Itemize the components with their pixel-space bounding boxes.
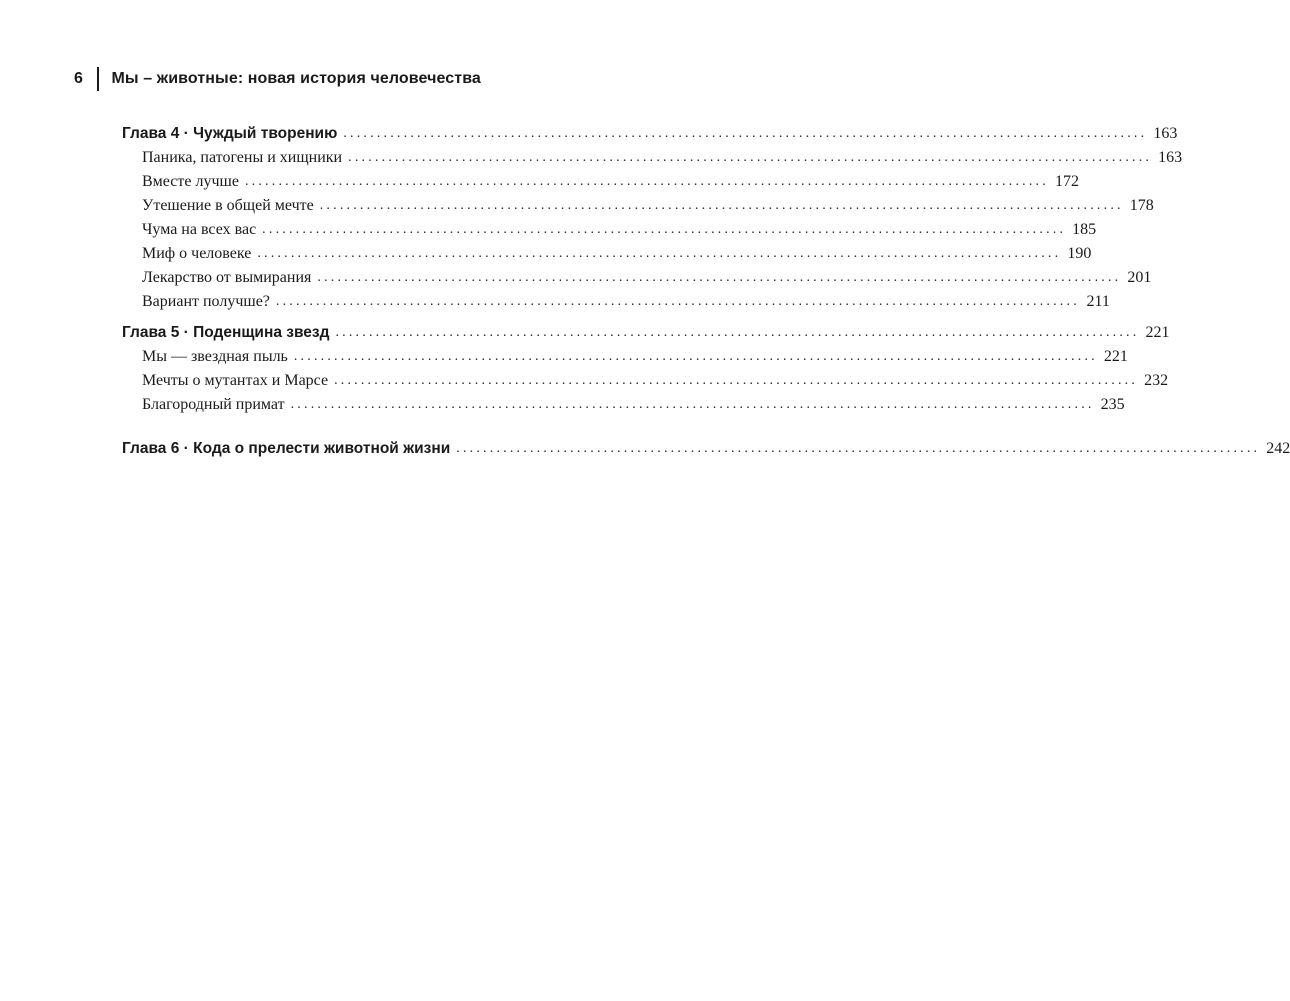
section-title: Лекарство от вымирания	[142, 269, 312, 286]
section-title: Благородный примат	[142, 396, 285, 413]
section-page: 163	[1158, 149, 1183, 166]
toc-section-entry[interactable]	[122, 146, 1183, 170]
toc-section-entry[interactable]	[122, 345, 1128, 369]
page-number: 6	[74, 70, 83, 87]
dot-leader: ........................................................................................................................	[334, 373, 1139, 388]
section-page: 232	[1144, 372, 1169, 389]
section-page: 172	[1054, 173, 1079, 190]
chapter-6-block	[122, 437, 1290, 461]
section-page: 178	[1129, 197, 1154, 214]
dot-leader: ........................................................................................................................	[348, 150, 1153, 165]
chapter-page: 163	[1153, 125, 1178, 142]
chapter-5-block	[122, 321, 1170, 417]
section-title: Миф о человеке	[142, 245, 252, 262]
header-separator	[97, 67, 99, 91]
dot-leader: ........................................................................................................................	[244, 174, 1049, 189]
section-title: Паника, патогены и хищники	[142, 149, 343, 166]
toc-section-entry[interactable]	[122, 290, 1110, 314]
section-title: Вместе лучше	[142, 173, 239, 190]
toc-section-entry[interactable]	[122, 170, 1079, 194]
toc-section-entry[interactable]	[122, 369, 1169, 393]
chapter-title: Глава 6 · Кода о прелести животной жизни	[122, 440, 451, 457]
section-title: Утешение в общей мечте	[142, 197, 314, 214]
toc-section-entry[interactable]	[122, 242, 1092, 266]
section-title: Чума на всех вас	[142, 221, 257, 238]
dot-leader: ........................................................................................................................	[319, 198, 1124, 213]
section-page: 190	[1067, 245, 1092, 262]
section-title: Мечты о мутантах и Марсе	[142, 372, 329, 389]
toc-section-entry[interactable]	[122, 218, 1097, 242]
section-title: Вариант получше?	[142, 293, 270, 310]
book-title: Мы – животные: новая история человечества	[111, 70, 481, 87]
dot-leader: ........................................................................................................................	[290, 397, 1095, 412]
dot-leader: ........................................................................................................................	[456, 441, 1261, 456]
section-page: 235	[1100, 396, 1125, 413]
toc-section-entry[interactable]	[122, 266, 1152, 290]
dot-leader: ........................................................................................................................	[257, 246, 1062, 261]
chapter-title: Глава 4 · Чуждый творению	[122, 125, 338, 142]
running-header	[74, 66, 481, 92]
dot-leader: ........................................................................................................................	[293, 349, 1098, 364]
chapter-4-block	[122, 122, 1183, 314]
dot-leader: ........................................................................................................................	[335, 325, 1140, 340]
toc-section-entry[interactable]	[122, 194, 1154, 218]
chapter-page: 221	[1145, 324, 1170, 341]
section-page: 211	[1086, 293, 1110, 310]
dot-leader: ........................................................................................................................	[262, 222, 1067, 237]
toc-chapter-entry[interactable]	[122, 321, 1170, 345]
chapter-title: Глава 5 · Поденщина звезд	[122, 324, 330, 341]
dot-leader: ........................................................................................................................	[317, 270, 1122, 285]
dot-leader: ........................................................................................................................	[275, 294, 1080, 309]
section-page: 221	[1103, 348, 1128, 365]
section-page: 201	[1127, 269, 1152, 286]
chapter-page: 242	[1266, 440, 1290, 457]
toc-chapter-entry[interactable]	[122, 122, 1178, 146]
toc-chapter-entry[interactable]	[122, 437, 1290, 461]
toc-section-entry[interactable]	[122, 393, 1125, 417]
section-title: Мы — звездная пыль	[142, 348, 288, 365]
section-page: 185	[1072, 221, 1097, 238]
dot-leader: ........................................................................................................................	[343, 126, 1148, 141]
